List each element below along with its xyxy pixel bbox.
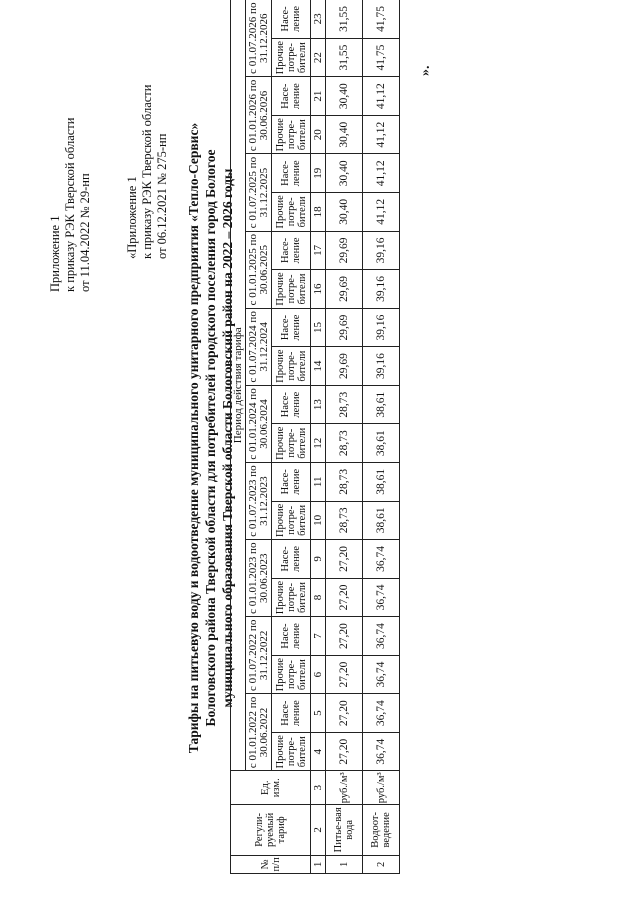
column-number: 16 [311, 270, 326, 309]
tariff-value: 30,40 [326, 115, 363, 154]
group-other-consumers: Прочие потре-бители [272, 578, 311, 617]
tariff-value: 41,12 [363, 154, 400, 193]
header-period: Период действия тарифа [231, 0, 246, 771]
column-number: 2 [311, 804, 326, 855]
group-other-consumers: Прочие потре-бители [272, 424, 311, 463]
row-tariff-name: Водоот-ведение [363, 804, 400, 855]
table-row [326, 0, 363, 874]
appendix-line: «Приложение 1 [125, 176, 139, 259]
tariff-value: 31,55 [326, 0, 363, 38]
group-population: Насе-ление [272, 540, 311, 579]
header-regulated-tariff: Регули-руемый тариф [231, 804, 311, 855]
period-date-range: с 01.01.2025 по 30.06.2025 [246, 231, 272, 308]
column-number: 11 [311, 463, 326, 502]
header-row-number: № п/п [231, 855, 311, 873]
period-date-range: с 01.01.2026 по 30.06.2026 [246, 77, 272, 154]
tariff-value: 36,74 [363, 732, 400, 771]
group-population: Насе-ление [272, 385, 311, 424]
period-date-range: с 01.01.2023 по 30.06.2023 [246, 540, 272, 617]
group-population: Насе-ление [272, 154, 311, 193]
tariff-value: 41,12 [363, 193, 400, 232]
column-number: 17 [311, 231, 326, 270]
appendix-line: от 06.12.2021 № 275-нп [155, 133, 169, 259]
group-other-consumers: Прочие потре-бители [272, 115, 311, 154]
column-number: 8 [311, 578, 326, 617]
tariff-value: 41,75 [363, 0, 400, 38]
tariff-value: 29,69 [326, 231, 363, 270]
row-number: 1 [326, 855, 363, 873]
tariff-value: 36,74 [363, 655, 400, 694]
period-date-range: с 01.07.2026 по 31.12.2026 [246, 0, 272, 77]
group-other-consumers: Прочие потре-бители [272, 193, 311, 232]
tariff-value: 29,69 [326, 308, 363, 347]
group-population: Насе-ление [272, 77, 311, 116]
tariff-value: 28,73 [326, 501, 363, 540]
tariff-value: 28,73 [326, 424, 363, 463]
tariff-value: 36,74 [363, 540, 400, 579]
tariff-value: 36,74 [363, 694, 400, 733]
group-population: Насе-ление [272, 0, 311, 38]
appendix-line: к приказу РЭК Тверской области [63, 117, 77, 292]
header-unit: Ед. изм. [231, 771, 311, 804]
tariff-value: 27,20 [326, 617, 363, 656]
column-number: 20 [311, 115, 326, 154]
tariff-value: 39,16 [363, 347, 400, 386]
group-population: Насе-ление [272, 308, 311, 347]
tariff-value: 27,20 [326, 655, 363, 694]
column-number: 4 [311, 732, 326, 771]
column-number: 5 [311, 694, 326, 733]
group-other-consumers: Прочие потре-бители [272, 655, 311, 694]
table-row [363, 0, 400, 874]
tariff-value: 38,61 [363, 424, 400, 463]
column-number: 1 [311, 855, 326, 873]
tariff-table [230, 0, 400, 874]
tariff-value: 38,61 [363, 385, 400, 424]
tariff-value: 38,61 [363, 463, 400, 502]
column-number: 3 [311, 771, 326, 804]
tariff-value: 27,20 [326, 540, 363, 579]
column-number: 13 [311, 385, 326, 424]
group-other-consumers: Прочие потре-бители [272, 270, 311, 309]
appendix-note-previous [125, 85, 170, 259]
column-number: 12 [311, 424, 326, 463]
tariff-value: 30,40 [326, 77, 363, 116]
appendix-line: Приложение 1 [48, 215, 62, 292]
tariff-value: 36,74 [363, 617, 400, 656]
column-number: 14 [311, 347, 326, 386]
row-unit: руб./м³ [326, 771, 363, 804]
tariff-value: 29,69 [326, 347, 363, 386]
tariff-value: 28,73 [326, 463, 363, 502]
column-number: 23 [311, 0, 326, 38]
document-title-line: Тарифы на питьевую воду и водоотведение муниципального унитарного предприятия «Тепло-Сервис» [186, 122, 201, 754]
tariff-value: 28,73 [326, 385, 363, 424]
group-population: Насе-ление [272, 231, 311, 270]
column-number: 9 [311, 540, 326, 579]
column-number: 21 [311, 77, 326, 116]
tariff-value: 36,74 [363, 578, 400, 617]
tariff-value: 29,69 [326, 270, 363, 309]
appendix-line: от 11.04.2022 № 29-нп [78, 173, 92, 292]
document-title-line: муниципального образования Тверской области Бологовский район на 2022 – 2026 годы [220, 168, 235, 708]
tariff-value: 41,12 [363, 77, 400, 116]
period-date-range: с 01.07.2024 по 31.12.2024 [246, 308, 272, 385]
tariff-value: 39,16 [363, 270, 400, 309]
tariff-value: 30,40 [326, 154, 363, 193]
tariff-value: 41,75 [363, 38, 400, 77]
tariff-value: 27,20 [326, 732, 363, 771]
tariff-value: 38,61 [363, 501, 400, 540]
group-other-consumers: Прочие потре-бители [272, 38, 311, 77]
row-number: 2 [363, 855, 400, 873]
period-date-range: с 01.07.2025 по 31.12.2025 [246, 154, 272, 231]
column-number: 19 [311, 154, 326, 193]
group-other-consumers: Прочие потре-бители [272, 501, 311, 540]
tariff-value: 41,12 [363, 115, 400, 154]
group-other-consumers: Прочие потре-бители [272, 347, 311, 386]
appendix-line: к приказу РЭК Тверской области [140, 84, 154, 259]
group-other-consumers: Прочие потре-бители [272, 732, 311, 771]
group-population: Насе-ление [272, 694, 311, 733]
tariff-value: 39,16 [363, 231, 400, 270]
column-number: 18 [311, 193, 326, 232]
closing-quote: ». [418, 65, 433, 76]
column-number: 15 [311, 308, 326, 347]
row-tariff-name: Питье-вая вода [326, 804, 363, 855]
tariff-value: 27,20 [326, 694, 363, 733]
tariff-value: 27,20 [326, 578, 363, 617]
row-unit: руб./м³ [363, 771, 400, 804]
column-number: 7 [311, 617, 326, 656]
tariff-value: 31,55 [326, 38, 363, 77]
appendix-note-current [48, 118, 93, 292]
group-population: Насе-ление [272, 463, 311, 502]
column-number: 10 [311, 501, 326, 540]
tariff-value: 39,16 [363, 308, 400, 347]
document-title-line: Бологовского района Тверской области для потребителей городского поселения город Бологое [203, 149, 218, 727]
column-number: 6 [311, 655, 326, 694]
column-number: 22 [311, 38, 326, 77]
tariff-value: 30,40 [326, 193, 363, 232]
period-date-range: с 01.01.2024 по 30.06.2024 [246, 385, 272, 462]
period-date-range: с 01.01.2022 по 30.06.2022 [246, 694, 272, 771]
group-population: Насе-ление [272, 617, 311, 656]
period-date-range: с 01.07.2023 по 31.12.2023 [246, 463, 272, 540]
period-date-range: с 01.07.2022 по 31.12.2022 [246, 617, 272, 694]
